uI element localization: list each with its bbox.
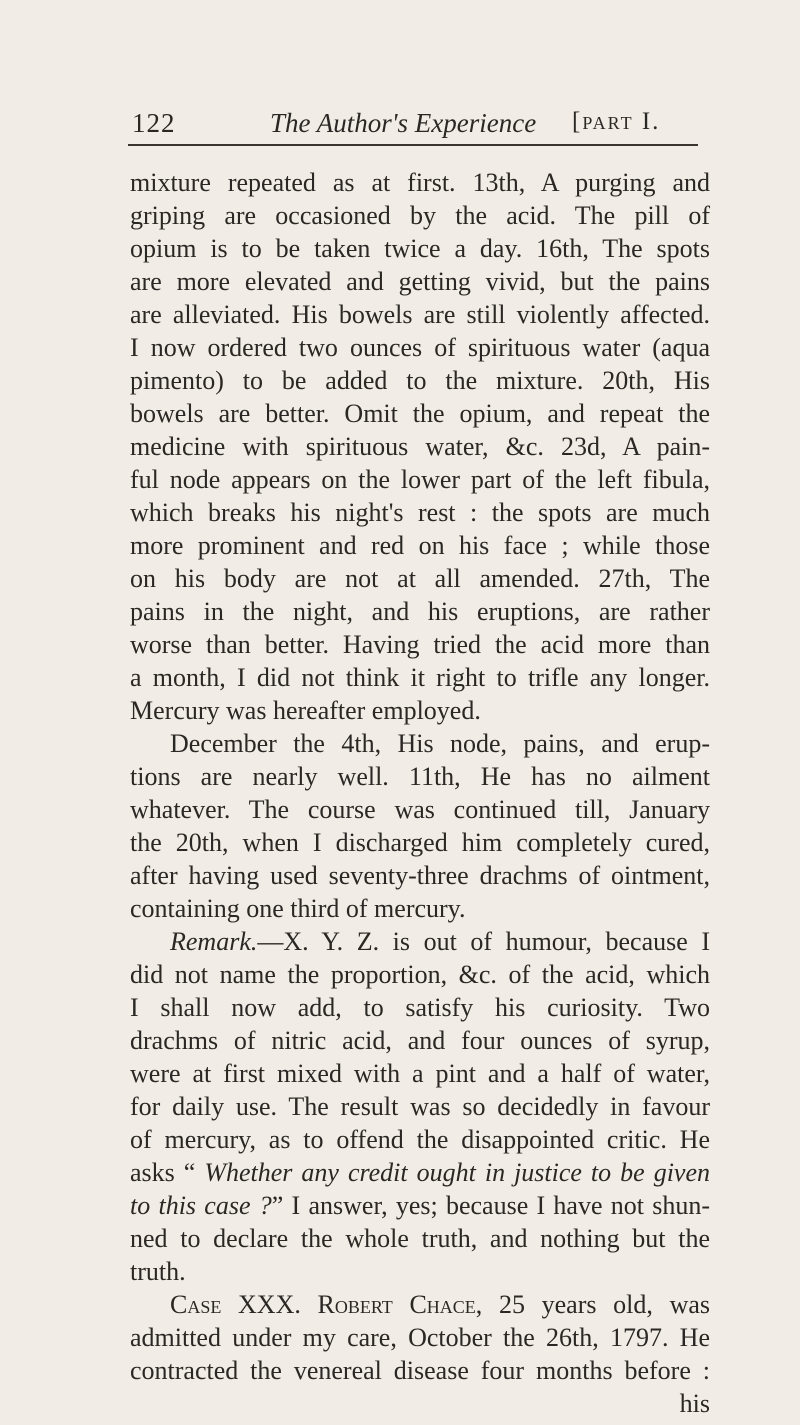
text-line: medicine with spirituous water, &c. 23d, A pain- xyxy=(130,432,710,461)
catchword: his xyxy=(679,1389,710,1418)
part-label: [part I. xyxy=(572,108,661,135)
header-rule xyxy=(128,144,698,146)
text-line: more prominent and red on his face ; while those xyxy=(130,531,710,560)
text-line: truth. xyxy=(130,1257,186,1286)
italic-quote: Whether any credit ought in justice to be given xyxy=(204,1158,711,1187)
text-line: to this case ?” I answer, yes; because I have not shun- xyxy=(130,1191,710,1220)
case-heading-line: Case XXX. Robert Chace, 25 years old, was xyxy=(170,1290,710,1319)
text-line: ned to declare the whole truth, and nothing but the xyxy=(130,1224,710,1253)
text-line: after having used seventy-three drachms of ointment, xyxy=(130,861,710,890)
text-line: are alleviated. His bowels are still violently affected. xyxy=(130,300,710,329)
text-line: pains in the night, and his eruptions, are rather xyxy=(130,597,710,626)
text-line: the 20th, when I discharged him completely cured, xyxy=(130,828,710,857)
text-line: griping are occasioned by the acid. The pill of xyxy=(130,201,710,230)
body-text xyxy=(130,166,710,1420)
text-line: pimento) to be added to the mixture. 20th, His xyxy=(130,366,710,395)
text-line: opium is to be taken twice a day. 16th, The spots xyxy=(130,234,710,263)
text-line: were at first mixed with a pint and a half of water, xyxy=(130,1059,710,1088)
text-line: admitted under my care, October the 26th, 1797. He xyxy=(130,1323,710,1352)
remark-label: Remark. xyxy=(170,927,258,956)
text-line: Mercury was hereafter employed. xyxy=(130,696,481,725)
text-line: tions are nearly well. 11th, He has no ailment xyxy=(130,762,710,791)
text-line: worse than better. Having tried the acid more than xyxy=(130,630,710,659)
text-line: mixture repeated as at first. 13th, A purging and xyxy=(130,168,710,197)
text-line: are more elevated and getting vivid, but the pains xyxy=(130,267,710,296)
text-line: of mercury, as to offend the disappointed critic. He xyxy=(130,1125,710,1154)
text-line: which breaks his night's rest : the spots are much xyxy=(130,498,710,527)
text-line: a month, I did not think it right to trifle any longer. xyxy=(130,663,710,692)
text-line: containing one third of mercury. xyxy=(130,894,466,923)
running-title: The Author's Experience xyxy=(270,108,537,138)
text-line: I shall now add, to satisfy his curiosity. Two xyxy=(130,993,710,1022)
remark-line: Remark.—X. Y. Z. is out of humour, because I xyxy=(170,927,710,956)
page-number: 122 xyxy=(132,108,176,138)
running-header xyxy=(120,100,720,144)
text-line: I now ordered two ounces of spirituous water (aqua xyxy=(130,333,710,362)
text-line: asks “ Whether any credit ought in justice to be given xyxy=(130,1158,711,1187)
text-line: for daily use. The result was so decidedly in favour xyxy=(130,1092,710,1121)
text-line: whatever. The course was continued till, January xyxy=(130,795,710,824)
text-line: contracted the venereal disease four months before : xyxy=(130,1356,710,1385)
case-heading: Case XXX. Robert Chace, xyxy=(170,1290,483,1319)
italic-quote: to this case ? xyxy=(130,1191,272,1220)
text-line: ful node appears on the lower part of the left fibula, xyxy=(130,465,710,494)
text-line: did not name the proportion, &c. of the acid, which xyxy=(130,960,710,989)
text-line: bowels are better. Omit the opium, and repeat the xyxy=(130,399,710,428)
text-line: December the 4th, His node, pains, and erup- xyxy=(170,729,710,758)
text-line: on his body are not at all amended. 27th, The xyxy=(130,564,710,593)
text-line: drachms of nitric acid, and four ounces of syrup, xyxy=(130,1026,710,1055)
